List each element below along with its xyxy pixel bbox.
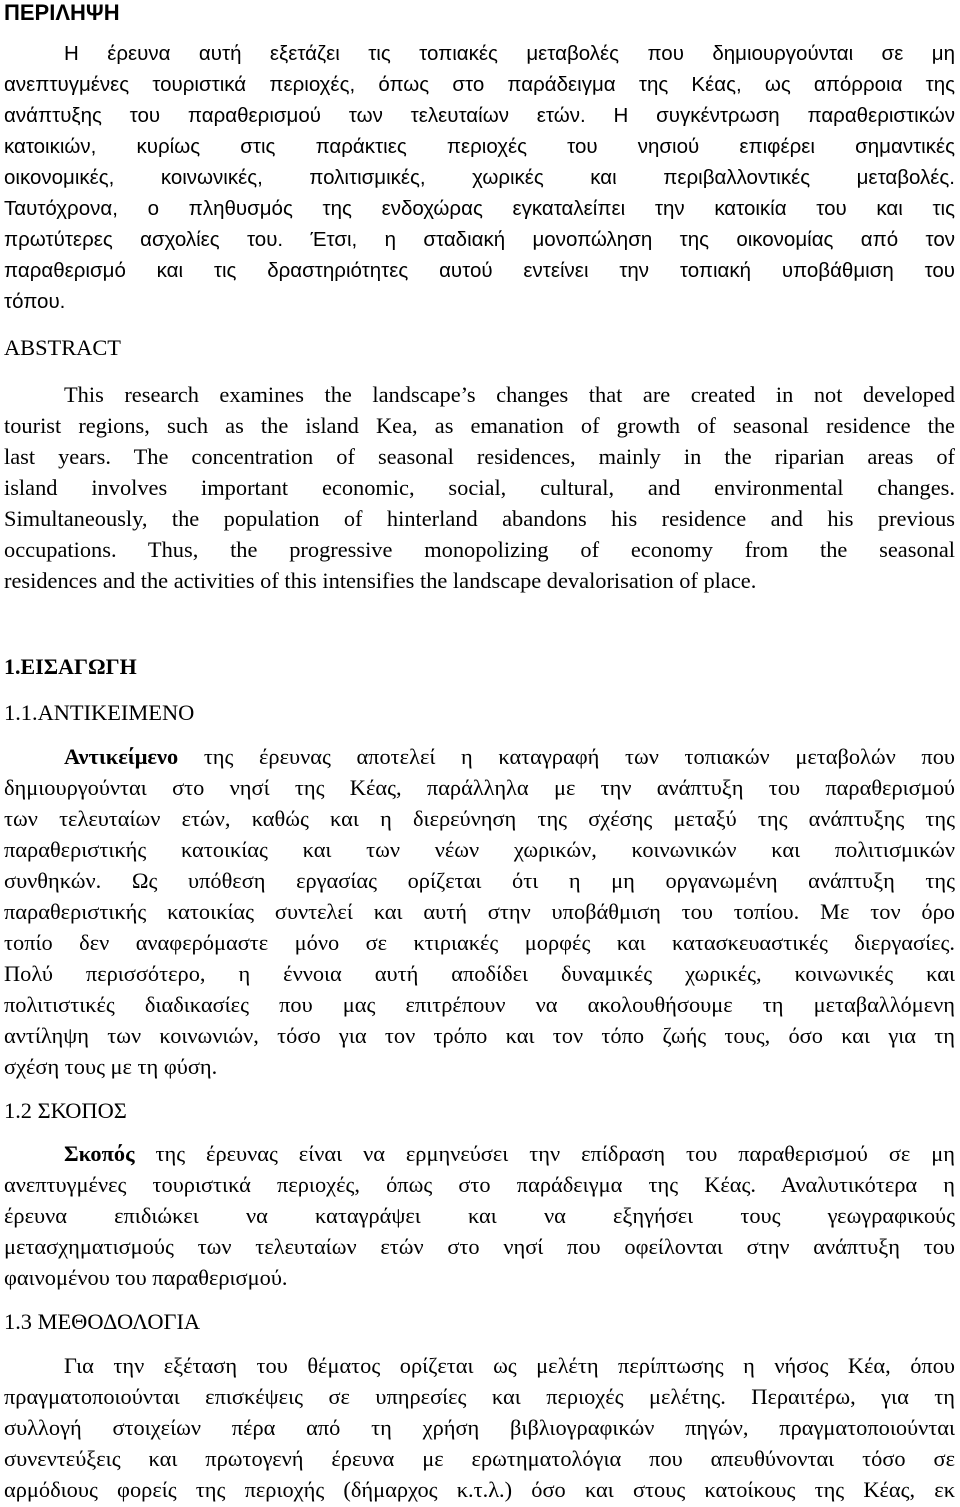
summary-title: ΠΕΡΙΛΗΨΗ [4,0,120,25]
abstract-line: residences and the activities of this intensifies the landscape devalorisation of place. [4,568,757,593]
aim-line: της έρευνας είναι να ερμηνεύσει την επίδραση του παραθερισμού σε μη [134,1141,955,1166]
methodology-line: αρμόδιους φορείς της περιοχής (δήμαρχος κ.τ.λ.) όσο και στους κατοίκους της Κέας, εκ [4,1477,955,1502]
methodology-line: συνεντεύξεις και πρωτογενή έρευνα με ερωτηματολόγια που απευθύνονται τόσο σε [4,1446,955,1471]
abstract-paragraph [4,379,955,596]
methodology-paragraph [4,1350,955,1505]
subject-line: Πολύ περισσότερο, η έννοια αυτή αποδίδει δυναμικές χωρικές, κοινωνικές και [4,961,955,986]
aim-paragraph [4,1138,955,1293]
summary-line: Η έρευνα αυτή εξετάζει τις τοπιακές μεταβολές που δημιουργούνται σε μη [64,42,955,65]
abstract-line: This research examines the landscape’s changes that are created in not developed [64,382,955,407]
summary-paragraph [4,38,955,317]
aim-line: έρευνα επιδιώκει να καταγράψει και να εξηγήσει τους γεωγραφικούς [4,1203,955,1228]
methodology-line: συλλογή στοιχείων πέρα από τη χρήση βιβλιογραφικών πηγών, πραγματοποιούνται [4,1415,955,1440]
subject-paragraph [4,741,955,1082]
summary-line: πρωτύτερες ασχολίες του. Έτσι, η σταδιακή μονοπώληση της οικονομίας από τον [4,228,955,251]
aim-first-line [4,1138,955,1169]
aim-line: φαινομένου του παραθερισμού. [4,1265,288,1290]
summary-line: παραθερισμό και τις δραστηριότητες αυτού εντείνει την τοπιακή υποβάθμιση του [4,259,955,282]
abstract-title: ABSTRACT [4,335,121,360]
subject-line: αντίληψη των κοινωνιών, τόσο για τον τρόπο και τον τόπο ζωής τους, όσο και για τη [4,1023,955,1048]
subject-first-line [4,741,955,772]
abstract-line: occupations. Thus, the progressive monopolizing of economy from the seasonal [4,537,955,562]
summary-line: ανάπτυξης του παραθερισμού των τελευταίων ετών. Η συγκέντρωση παραθεριστικών [4,104,955,127]
summary-line: κατοικιών, κυρίως στις παράκτιες περιοχές του νησιού επιφέρει σημαντικές [4,135,955,158]
summary-line: Ταυτόχρονα, ο πληθυσμός της ενδοχώρας εγκαταλείπει την κατοικία του και τις [4,197,955,220]
subject-line: πολιτιστικές διαδικασίες που μας επιτρέπουν να ακολουθήσουμε τη μεταβαλλόμενη [4,992,955,1017]
aim-title: 1.2 ΣΚΟΠΟΣ [4,1098,127,1123]
abstract-line: Simultaneously, the population of hinterland abandons his residence and his previous [4,506,955,531]
aim-line: ανεπτυγμένες τουριστικά περιοχές, όπως στο παράδειγμα της Κέας. Αναλυτικότερα η [4,1172,955,1197]
subject-line: σχέση τους με τη φύση. [4,1054,218,1079]
methodology-line: πραγματοποιούνται επισκέψεις σε υπηρεσίες και περιοχές μελέτης. Περαιτέρω, για τη [4,1384,955,1409]
subject-line: των τελευταίων ετών, καθώς και η διερεύνηση της σχέσης μεταξύ της ανάπτυξης της [4,806,955,831]
summary-line: ανεπτυγμένες τουριστικά περιοχές, όπως στο παράδειγμα της Κέας, ως απόρροια της [4,73,955,96]
summary-line: τόπου. [4,290,66,313]
subject-line: παραθεριστικής κατοικίας και των νέων χωρικών, κοινωνικών και πολιτισμικών [4,837,955,862]
abstract-line: tourist regions, such as the island Kea, as emanation of growth of seasonal residence the [4,413,955,438]
subject-line: της έρευνας αποτελεί η καταγραφή των τοπιακών μεταβολών που [178,744,955,769]
aim-line: μετασχηματισμούς των τελευταίων ετών στο νησί που οφείλονται στην ανάπτυξη του [4,1234,955,1259]
abstract-line: last years. The concentration of seasonal residences, mainly in the riparian areas of [4,444,955,469]
abstract-line: island involves important economic, social, cultural, and environmental changes. [4,475,955,500]
methodology-title: 1.3 ΜΕΘΟΔΟΛΟΓΙΑ [4,1309,201,1334]
subject-line: τοπίο δεν αναφερόμαστε μόνο σε κτιριακές μορφές και κατασκευαστικές διεργασίες. [4,930,955,955]
subject-line: συνθηκών. Ως υπόθεση εργασίας ορίζεται ότι η μη οργανωμένη ανάπτυξη της [4,868,955,893]
subject-lead-word: Αντικείμενο [64,744,179,769]
subject-line: δημιουργούνται στο νησί της Κέας, παράλληλα με την ανάπτυξη του παραθερισμού [4,775,955,800]
introduction-title: 1.ΕΙΣΑΓΩΓΗ [4,654,137,679]
summary-line: οικονομικές, κοινωνικές, πολιτισμικές, χωρικές και περιβαλλοντικές μεταβολές. [4,166,955,189]
methodology-line: Για την εξέταση του θέματος ορίζεται ως μελέτη περίπτωσης η νήσος Κέα, όπου [64,1353,955,1378]
aim-lead-word: Σκοπός [64,1141,135,1166]
subject-title: 1.1.ΑΝΤΙΚΕΙΜΕΝΟ [4,700,195,725]
subject-line: παραθεριστικής κατοικίας συντελεί και αυτή στην υποβάθμιση του τοπίου. Με τον όρο [4,899,955,924]
